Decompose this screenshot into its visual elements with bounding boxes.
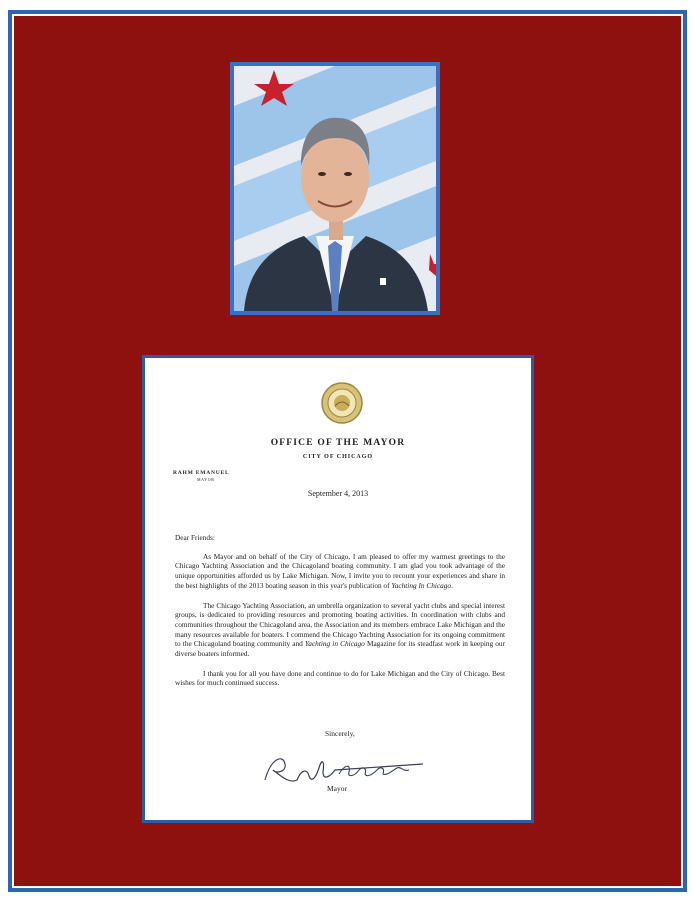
paragraph-2-end: Magazine for its steadfast work in keeping our diverse boaters informed. bbox=[175, 639, 506, 659]
sender-name: RAHM EMANUEL bbox=[173, 470, 230, 476]
signature-icon bbox=[263, 750, 433, 788]
sender-title: MAYOR bbox=[197, 477, 215, 482]
city-heading: CITY OF CHICAGO bbox=[302, 454, 374, 460]
paragraph-1 bbox=[175, 552, 505, 591]
portrait-photo-icon bbox=[234, 66, 436, 311]
letter-frame bbox=[142, 355, 534, 823]
city-seal-icon bbox=[321, 382, 363, 424]
paragraph-3: I thank you for all you have done and continue to do for Lake Michigan and the City of Chicago. Best wishes for much continued success. bbox=[175, 668, 505, 688]
publication-title: Yachting In Chicago bbox=[391, 580, 452, 590]
paragraph-1-text: As Mayor and on behalf of the City of Chicago, I am pleased to offer my warmest greetings to the Chicago Yachting Association and the Chicagoland boating community. I am glad you took advantage of the unique opportunities afforded us by Lake Michigan. Now, I invite you to recount your experiences and share in the best highlights of the 2013 boating season in this year's publication of bbox=[175, 551, 505, 590]
paragraph-2-text: The Chicago Yachting Association, an umbrella organization to several yacht clubs and special interest groups, is dedicated to providing resources and promoting boating activities. In coordination with clubs and communities throughout the Chicagoland area, the Association and its members embrace Lake Michigan and the many resources available for boaters. I commend the Chicago Yachting Association for its ongoing commitment to the Chicagoland boating community and bbox=[175, 600, 505, 649]
signature-title: Mayor bbox=[327, 784, 347, 793]
letter-date: September 4, 2013 bbox=[307, 489, 369, 498]
closing: Sincerely, bbox=[325, 729, 355, 738]
paragraph-1-end: . bbox=[451, 580, 453, 590]
office-heading: OFFICE OF THE MAYOR bbox=[270, 438, 406, 448]
letter-body bbox=[175, 533, 505, 698]
magazine-title: Yachting in Chicago bbox=[304, 639, 365, 649]
letter-page bbox=[145, 358, 531, 820]
paragraph-2 bbox=[175, 601, 505, 659]
salutation: Dear Friends: bbox=[175, 533, 215, 542]
mayor-portrait bbox=[230, 62, 440, 315]
